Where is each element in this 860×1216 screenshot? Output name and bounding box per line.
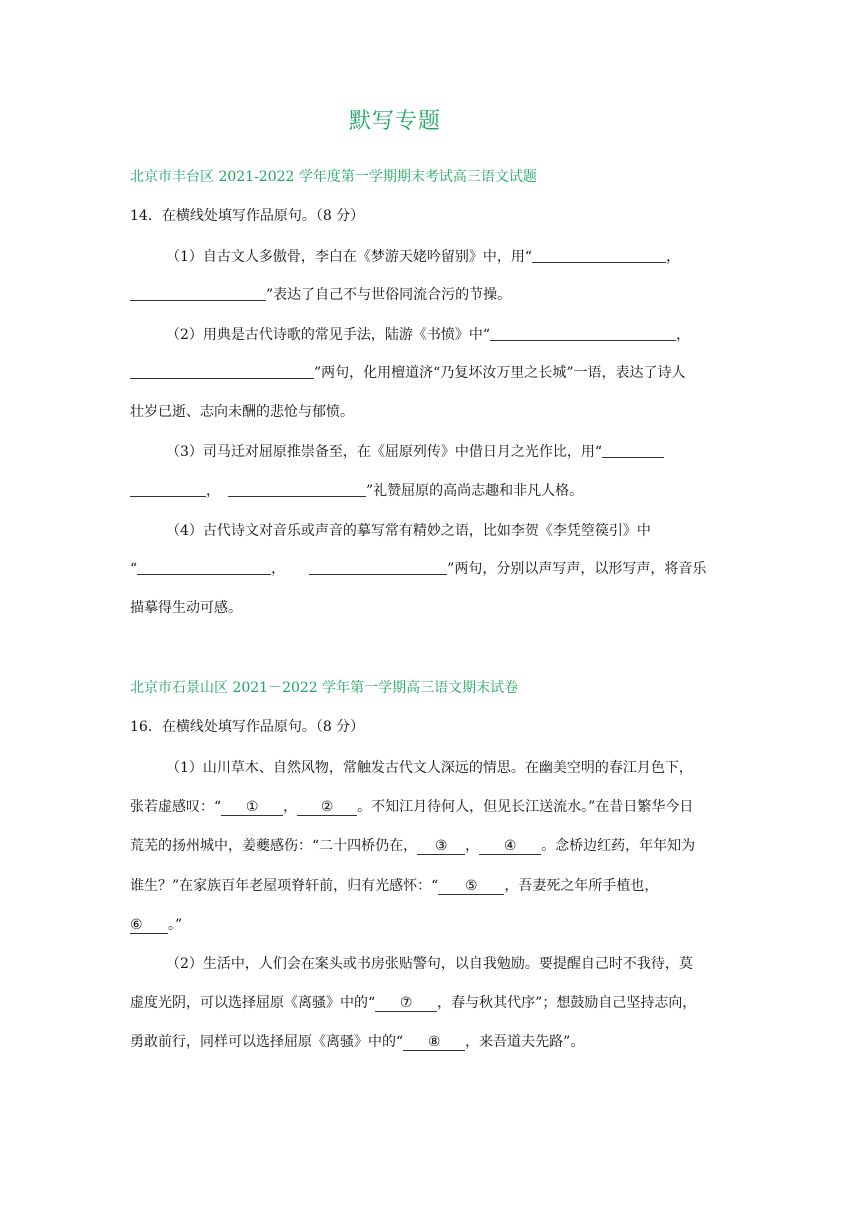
blank-3: ③: [417, 838, 465, 855]
q14-item3-line1: （3）司马迁对屈原推崇备至，在《屈原列传》中借日月之光作比，用“: [166, 441, 664, 461]
q14-item2-line3: 壮岁已逝、志向未酬的悲怆与郁愤。: [130, 404, 354, 420]
q14-item4-line3: 描摹得生动可感。: [130, 600, 242, 616]
q14-item4-line1: （4）古代诗文对音乐或声音的摹写常有精妙之语，比如李贺《李凭箜篌引》中: [166, 523, 651, 539]
q16-p2-line1: （2）生活中，人们会在案头或书房张贴警句，以自我勉励。要提醒自己时不我待，莫: [166, 956, 693, 972]
q14-item3-line2: ， ”礼赞屈原的高尚志趣和非凡人格。: [130, 480, 583, 500]
q14-item1-line2: ”表达了自己不与世俗同流合污的节操。: [130, 284, 511, 304]
question-16: 16．在横线处填写作品原句。（8 分）: [130, 719, 365, 735]
q16-p2-line3: 勇敢前行，同样可以选择屈原《离骚》中的“ ⑧ ，来吾道夫先路”。: [130, 1034, 585, 1050]
q14-item2-line2: ”两句，化用檀道济“乃复坏汝万里之长城”一语，表达了诗人: [130, 362, 685, 382]
blank-7: ⑦: [375, 995, 437, 1012]
page-title: 默写专题: [348, 109, 441, 134]
section-heading-shijingshan: 北京市石景山区 2021－2022 学年第一学期高三语文期末试卷: [130, 680, 519, 696]
q14-item2-line1: （2）用典是古代诗歌的常见手法，陆游《书愤》中“ ，: [166, 327, 691, 343]
blank-1: ①: [221, 799, 283, 816]
blank-4: ④: [479, 838, 541, 855]
q14-item4-line2: “ ， ”两句，分别以声写声，以形写声，将音乐: [130, 561, 707, 577]
q16-p1-line5: ⑥ 。”: [130, 917, 183, 933]
q16-p1-line2: 张若虚感叹：“ ① ， ② 。不知江月待何人，但见长江送流水。”在昔日繁华今日: [130, 799, 694, 815]
q16-p2-line2: 虚度光阴，可以选择屈原《离骚》中的“ ⑦ ，春与秋其代序”；想鼓励自己坚持志向，: [130, 995, 697, 1011]
q16-p1-line3: 荒芜的扬州城中，姜夔感伤：“二十四桥仍在， ③ ， ④ 。念桥边红药，年年知为: [130, 838, 696, 854]
q16-p1-line4: 谁生？”在家族百年老屋项脊轩前，归有光感怀：“ ⑤ ，吾妻死之年所手植也，: [130, 878, 659, 894]
blank-5: ⑤: [438, 878, 504, 895]
blank-2: ②: [297, 799, 357, 816]
question-14: 14．在横线处填写作品原句。（8 分）: [130, 208, 365, 224]
blank-6: ⑥: [130, 917, 168, 934]
blank-8: ⑧: [403, 1034, 465, 1051]
section-heading-fengtai: 北京市丰台区 2021-2022 学年度第一学期期末考试高三语文试题: [130, 169, 537, 185]
q16-p1-line1: （1）山川草木、自然风物，常触发古代文人深远的情思。在幽美空明的春江月色下，: [166, 760, 693, 776]
q14-item1-line1: （1）自古文人多傲骨，李白在《梦游天姥吟留别》中，用“ ，: [166, 249, 681, 265]
